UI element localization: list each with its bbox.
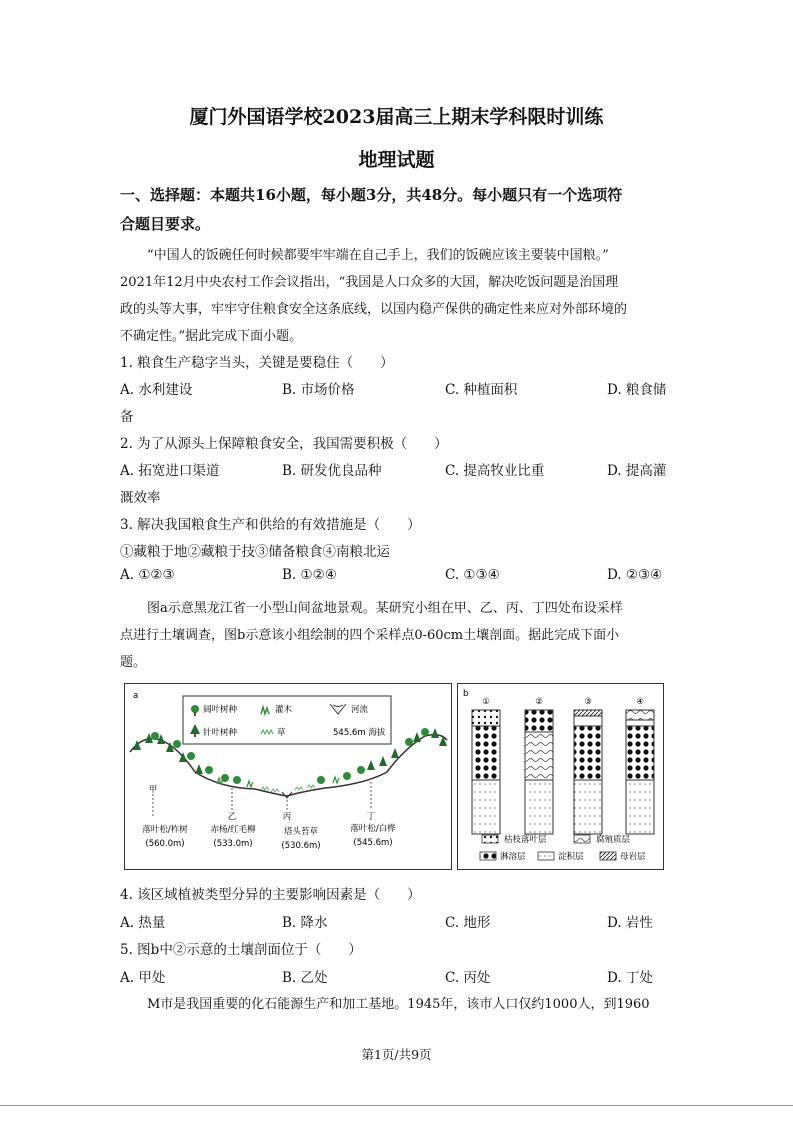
page-number: 第1页/共9页 [361, 1047, 432, 1062]
legend-humus-layer: 腐殖质层 [596, 835, 631, 845]
q5-stem: 5. 图b中②示意的土壤剖面位于（ ） [120, 942, 362, 958]
site-bing: 丙 [282, 812, 292, 822]
figure-a-label: a [133, 691, 139, 701]
q1-option-d[interactable]: D. 粮食储 [607, 382, 667, 398]
q3-stem: 3. 解决我国粮食生产和供给的有效措施是（ ） [120, 517, 421, 533]
soil-profile-4 [626, 710, 654, 834]
legend-broadleaf: 阔叶树种 [203, 705, 238, 715]
exam-title: 厦门外国语学校2023届高三上期末学科限时训练 [189, 106, 604, 128]
legend-eluvial-layer: 淋溶层 [500, 852, 526, 862]
soil-profile-3 [574, 710, 602, 834]
site-jia-altitude: (560.0m) [145, 839, 185, 849]
legend-litter-layer: 枯枝落叶层 [504, 835, 547, 845]
figure-b [457, 683, 664, 870]
site-jia: 甲 [148, 785, 158, 795]
legend-altitude: 545.6m 海拔 [333, 728, 386, 738]
legend-conifer: 针叶树种 [203, 728, 238, 738]
passage1-line: 2021年12月中央农村工作会议指出，“我国是人口众多的大国，解决吃饭问题是治国理 [120, 275, 619, 290]
legend-illuvial-layer: 淀积层 [558, 852, 584, 862]
legend-bedrock-layer: 母岩层 [620, 852, 646, 862]
profile-4-label: ④ [636, 697, 644, 707]
q1-option-d-wrap: 备 [120, 409, 134, 425]
site-yi-vegetation: 赤杨/红毛柳 [210, 825, 256, 835]
figure-b-label: b [463, 689, 469, 699]
figure-a [124, 683, 452, 870]
site-ding-vegetation: 落叶松/白桦 [350, 824, 396, 834]
legend-river: 河流 [351, 705, 369, 715]
q5-option-b[interactable]: B. 乙处 [282, 970, 328, 986]
q5-option-a[interactable]: A. 甲处 [120, 970, 166, 986]
passage2-line: 题。 [120, 655, 147, 670]
q4-option-a[interactable]: A. 热量 [120, 915, 166, 931]
q1-option-c[interactable]: C. 种植面积 [445, 382, 518, 398]
q2-option-a[interactable]: A. 拓宽进口渠道 [120, 463, 220, 479]
site-yi-altitude: (533.0m) [213, 839, 253, 849]
figure-a-legend [183, 696, 391, 744]
passage2-line: 图a示意黑龙江省一小型山间盆地景观。某研究小组在甲、乙、丙、丁四处布设采样 [147, 601, 623, 616]
figure-a-drawing [125, 684, 451, 869]
legend-grass: 草 [277, 728, 286, 738]
profile-3-label: ③ [584, 697, 592, 707]
subject-title: 地理试题 [358, 149, 435, 171]
passage1-line: “中国人的饭碗任何时候都要牢牢端在自己手上，我们的饭碗应该主要装中国粮。” [147, 248, 609, 263]
q3-option-a[interactable]: A. ①②③ [120, 567, 175, 583]
profile-1-label: ① [482, 697, 490, 707]
q2-stem: 2. 为了从源头上保障粮食安全，我国需要积极（ ） [120, 436, 448, 452]
soil-profile-1 [472, 710, 500, 834]
q2-option-d-wrap: 溉效率 [120, 490, 161, 506]
q3-option-d[interactable]: D. ②③④ [607, 567, 663, 583]
q1-option-b[interactable]: B. 市场价格 [282, 382, 355, 398]
soil-profile-2 [525, 710, 553, 834]
site-ding: 丁 [366, 812, 376, 822]
passage1-line: 不确定性。”据此完成下面小题。 [120, 329, 303, 344]
q4-option-d[interactable]: D. 岩性 [607, 915, 653, 931]
passage2-line: 点进行土壤调查，图b示意该小组绘制的四个采样点0-60cm土壤剖面。据此完成下面小 [120, 628, 620, 643]
passage3-line: M市是我国重要的化石能源生产和加工基地。1945年，该市人口仅约1000人，到1960 [147, 997, 650, 1012]
site-bing-vegetation: 塔头苔草 [283, 827, 319, 837]
section-header-line1: 一、选择题：本题共16小题，每小题3分，共48分。每小题只有一个选项符 [120, 186, 623, 204]
q1-option-a[interactable]: A. 水利建设 [120, 382, 193, 398]
q2-option-c[interactable]: C. 提高牧业比重 [445, 463, 545, 479]
q5-option-d[interactable]: D. 丁处 [607, 970, 653, 986]
legend-shrub: 灌木 [275, 705, 293, 715]
passage1-line: 政的头等大事，牢牢守住粮食安全这条底线，以国内稳产保供的确定性来应对外部环境的 [120, 302, 628, 317]
site-yi: 乙 [227, 812, 237, 822]
profile-2-label: ② [535, 697, 543, 707]
page-bottom-rule [0, 1105, 793, 1106]
site-bing-altitude: (530.6m) [281, 841, 321, 851]
q3-choices: ①藏粮于地②藏粮于技③储备粮食④南粮北运 [120, 544, 390, 560]
figure-b-drawing [458, 684, 663, 869]
q4-stem: 4. 该区域植被类型分异的主要影响因素是（ ） [120, 887, 421, 903]
q1-stem: 1. 粮食生产稳字当头，关键是要稳住（ ） [120, 355, 394, 371]
q4-option-b[interactable]: B. 降水 [282, 915, 328, 931]
q5-option-c[interactable]: C. 丙处 [445, 970, 491, 986]
section-header-line2: 合题目要求。 [120, 215, 211, 233]
q2-option-b[interactable]: B. 研发优良品种 [282, 463, 382, 479]
q3-option-c[interactable]: C. ①③④ [445, 567, 500, 583]
site-jia-vegetation: 落叶松/柞树 [142, 825, 188, 835]
q2-option-d[interactable]: D. 提高灌 [607, 463, 667, 479]
site-ding-altitude: (545.6m) [353, 838, 393, 848]
q3-option-b[interactable]: B. ①②④ [282, 567, 337, 583]
q4-option-c[interactable]: C. 地形 [445, 915, 491, 931]
